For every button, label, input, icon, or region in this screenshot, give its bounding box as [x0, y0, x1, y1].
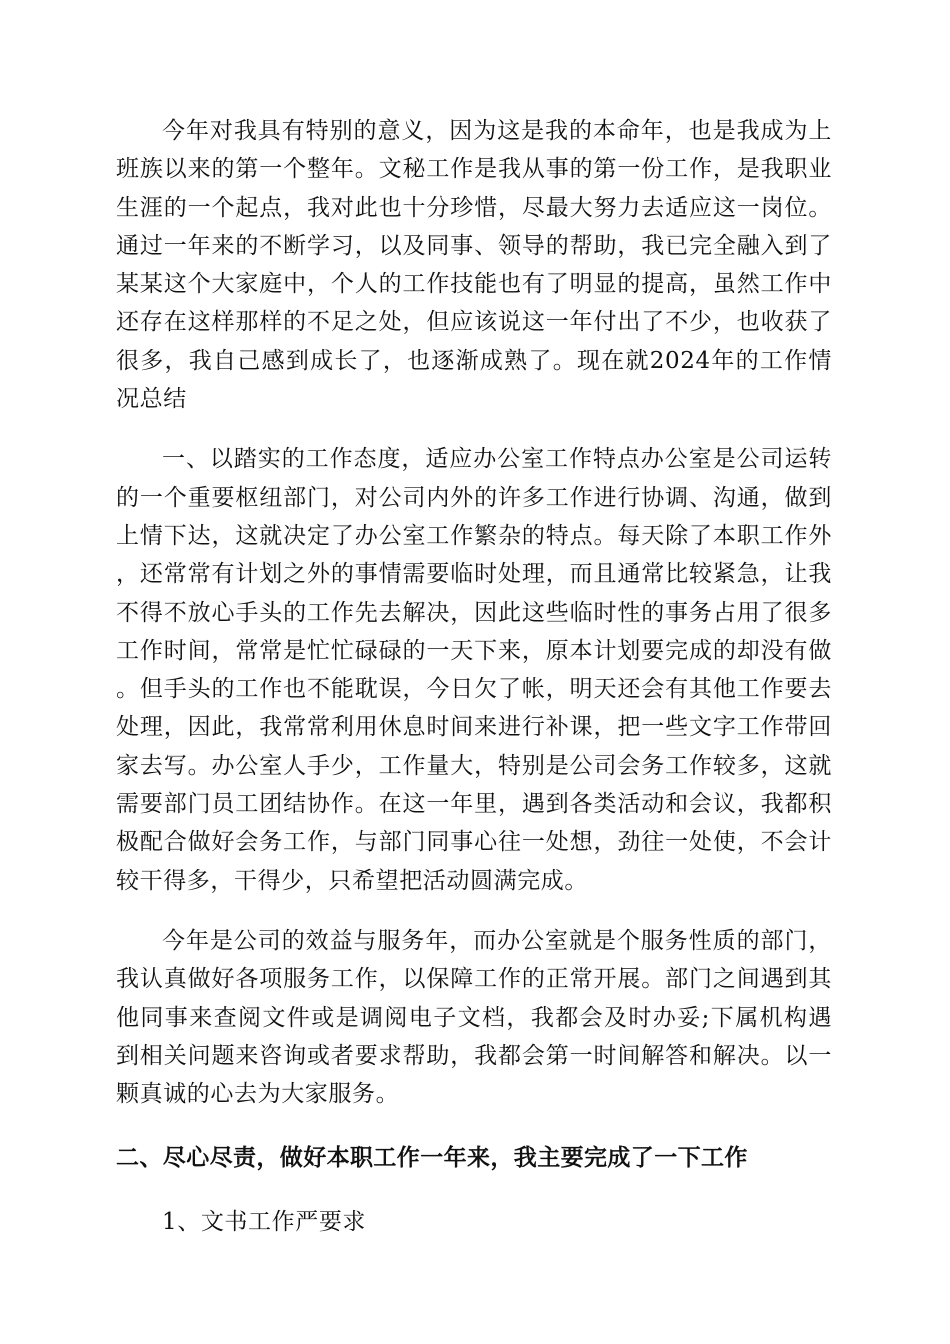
- paragraph-intro: 今年对我具有特别的意义，因为这是我的本命年，也是我成为上班族以来的第一个整年。文秘工作是我从事的第一份工作，是我职业生涯的一个起点，我对此也十分珍惜，尽最大努力去适应这一岗位。通过一年来的不断学习，以及同事、领导的帮助，我已完全融入到了某某这个大家庭中，个人的工作技能也有了明显的提高，虽然工作中还存在这样那样的不足之处，但应该说这一年付出了不少，也收获了很多，我自己感到成长了，也逐渐成熟了。现在就2024年的工作情况总结: [116, 118, 832, 413]
- document-body: [116, 112, 832, 1241]
- subsection-heading: 1、文书工作严要求: [162, 1209, 367, 1236]
- paragraph-service: 今年是公司的效益与服务年，而办公室就是个服务性质的部门，我认真做好各项服务工作，以保障工作的正常开展。部门之间遇到其他同事来查阅文件或是调阅电子文档，我都会及时办妥;下属机构遇到相关问题来咨询或者要求帮助，我都会第一时间解答和解决。以一颗真诚的心去为大家服务。: [116, 927, 832, 1108]
- paragraph-section-one: 一、以踏实的工作态度，适应办公室工作特点办公室是公司运转的一个重要枢纽部门，对公司内外的许多工作进行协调、沟通，做到上情下达，这就决定了办公室工作繁杂的特点。每天除了本职工作外，还常常有计划之外的事情需要临时处理，而且通常比较紧急，让我不得不放心手头的工作先去解决，因此这些临时性的事务占用了很多工作时间，常常是忙忙碌碌的一天下来，原本计划要完成的却没有做。但手头的工作也不能耽误，今日欠了帐，明天还会有其他工作要去处理，因此，我常常利用休息时间来进行补课，把一些文字工作带回家去写。办公室人手少，工作量大，特别是公司会务工作较多，这就需要部门员工团结协作。在这一年里，遇到各类活动和会议，我都积极配合做好会务工作，与部门同事心往一处想，劲往一处使，不会计较干得多，干得少，只希望把活动圆满完成。: [116, 446, 832, 894]
- section-heading-two: 二、尽心尽责，做好本职工作一年来，我主要完成了一下工作: [116, 1145, 748, 1172]
